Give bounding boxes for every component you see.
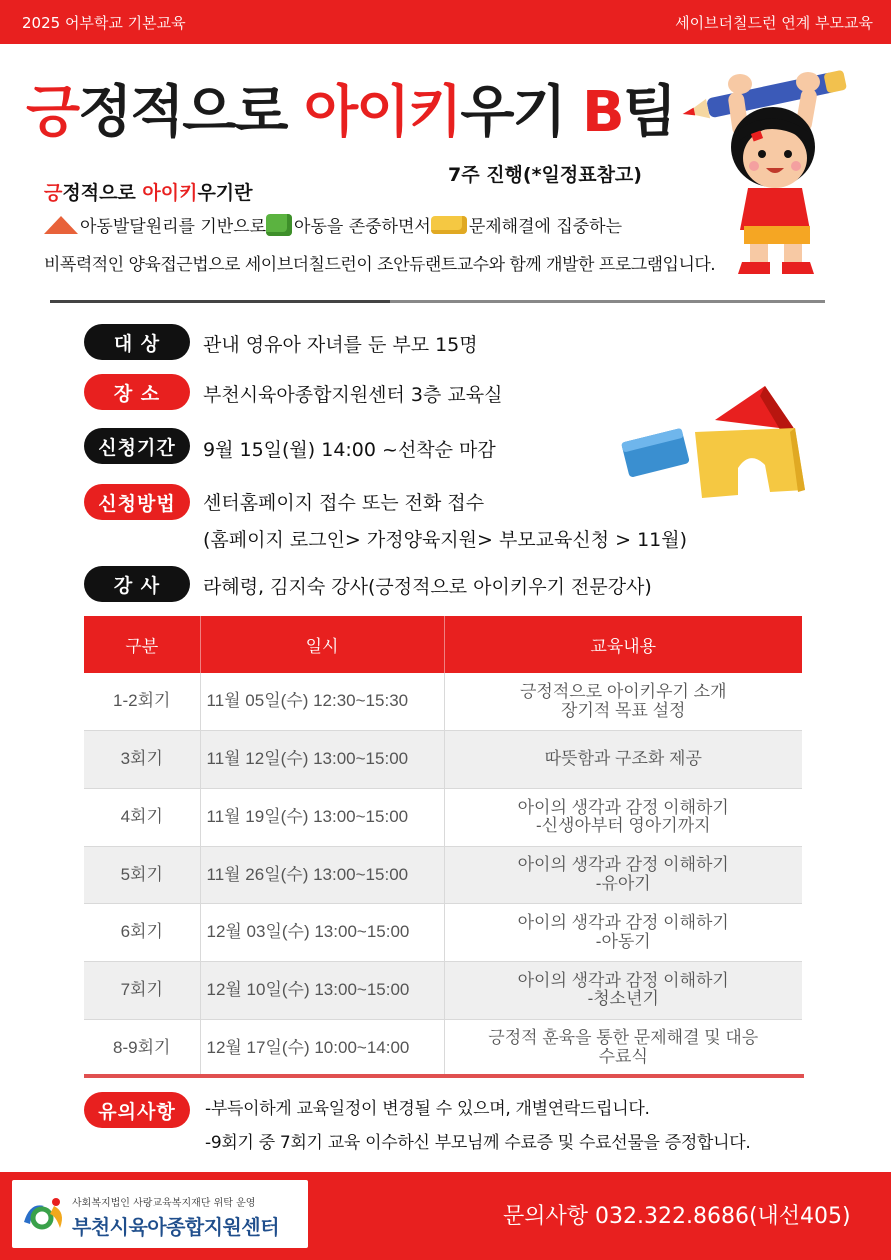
label-notes: 유의사항: [84, 1092, 190, 1128]
content-cell: [444, 788, 802, 846]
table-row: [84, 1019, 802, 1077]
session-cell: 6회기: [84, 904, 200, 962]
content-line: -아동기: [595, 931, 651, 951]
content-line: 긍정적으로 아이키우기 소개: [519, 681, 727, 701]
intro-line-1: [44, 212, 622, 237]
logo-operator-text: 사회복지법인 사랑교육복지재단 위탁 운영: [72, 1198, 256, 1209]
session-cell: 4회기: [84, 788, 200, 846]
intro-heading-part: 긍: [44, 182, 63, 204]
content-line: 아이의 생각과 감정 이해하기: [517, 912, 729, 932]
intro-heading-part: 아이키: [142, 182, 198, 204]
title-part: 긍: [26, 80, 79, 145]
content-line: 장기적 목표 설정: [561, 700, 686, 720]
title-part: 키: [408, 80, 461, 145]
content-line: 아이의 생각과 감정 이해하기: [517, 797, 729, 817]
content-cell: [444, 846, 802, 904]
intro-heading: [44, 178, 253, 205]
title-part: 우기: [460, 80, 583, 145]
content-line: 따뜻함과 구조화 제공: [544, 749, 702, 769]
session-cell: 7회기: [84, 961, 200, 1019]
title-part: 정적으로: [78, 80, 304, 145]
content-line: 긍정적 훈육을 통한 문제해결 및 대응: [488, 1028, 759, 1048]
value-instructor: 라혜령, 김지숙 강사(긍정적으로 아이키우기 전문강사): [203, 576, 652, 598]
rectangle-block-icon: [431, 216, 467, 234]
label-location: 장 소: [84, 374, 190, 410]
intro-text: 아동을 존중하면서: [294, 217, 431, 237]
note-line-2: -9회기 중 7회기 교육 이수하신 부모님께 수료증 및 수료선물을 증정합니다.: [205, 1133, 751, 1153]
table-row: [84, 673, 802, 731]
title-part: 아이: [304, 80, 409, 145]
date-cell: 11월 19일(수) 13:00~15:00: [200, 788, 444, 846]
page-title: [26, 68, 675, 148]
column-header: 구분: [84, 616, 200, 673]
intro-heading-part: 우기란: [197, 182, 253, 204]
session-cell: 8-9회기: [84, 1019, 200, 1077]
table-header-row: [84, 616, 802, 673]
value-application-method: 센터홈페이지 접수 또는 전화 접수: [203, 492, 485, 514]
header-right-text: 세이브더칠드런 연계 부모교육: [675, 13, 873, 32]
toy-blocks-illustration: [620, 380, 810, 500]
content-cell: [444, 1019, 802, 1077]
title-part: B: [582, 80, 623, 145]
title-part: 팀: [622, 80, 675, 145]
contact-info: 문의사항 032.322.8686(내선405): [503, 1204, 851, 1229]
column-header: 일시: [200, 616, 444, 673]
label-target: 대 상: [84, 324, 190, 360]
content-cell: [444, 731, 802, 789]
date-cell: 11월 26일(수) 13:00~15:00: [200, 846, 444, 904]
label-application-period: 신청기간: [84, 428, 190, 464]
date-cell: 12월 03일(수) 13:00~15:00: [200, 904, 444, 962]
content-cell: [444, 961, 802, 1019]
label-instructor: 강 사: [84, 566, 190, 602]
table-row: [84, 788, 802, 846]
table-row: [84, 731, 802, 789]
center-logo-mark-icon: [20, 1192, 68, 1236]
session-cell: 1-2회기: [84, 673, 200, 731]
content-line: -청소년기: [587, 989, 659, 1009]
content-line: 아이의 생각과 감정 이해하기: [517, 855, 729, 875]
triangle-block-icon: [44, 216, 78, 234]
value-application-period: 9월 15일(월) 14:00 ~선착순 마감: [203, 439, 496, 461]
column-header: 교육내용: [444, 616, 802, 673]
value-application-method-detail: (홈페이지 로그인> 가정양육지원> 부모교육신청 > 11월): [203, 529, 688, 551]
table-row: [84, 961, 802, 1019]
table-row: [84, 904, 802, 962]
value-target: 관내 영유아 자녀를 둔 부모 15명: [203, 334, 478, 356]
content-line: 수료식: [598, 1046, 648, 1066]
note-line-1: -부득이하게 교육일정이 변경될 수 있으며, 개별연락드립니다.: [205, 1099, 650, 1119]
content-cell: [444, 673, 802, 731]
logo-center-name: 부천시육아종합지원센터: [72, 1215, 280, 1239]
date-cell: 12월 10일(수) 13:00~15:00: [200, 961, 444, 1019]
date-cell: 12월 17일(수) 10:00~14:00: [200, 1019, 444, 1077]
intro-text: 아동발달원리를 기반으로: [80, 217, 267, 237]
header-bar: [0, 0, 891, 44]
date-cell: 11월 12일(수) 13:00~15:00: [200, 731, 444, 789]
schedule-table: [84, 616, 802, 1077]
header-left-text: 2025 어부학교 기본교육: [22, 13, 186, 32]
child-holding-crayon-illustration: [678, 62, 863, 277]
section-divider-accent: [50, 300, 390, 303]
center-logo: [12, 1180, 308, 1248]
date-cell: 11월 05일(수) 12:30~15:30: [200, 673, 444, 731]
content-cell: [444, 904, 802, 962]
session-cell: 3회기: [84, 731, 200, 789]
label-application-method: 신청방법: [84, 484, 190, 520]
table-row: [84, 846, 802, 904]
content-line: 아이의 생각과 감정 이해하기: [517, 970, 729, 990]
cube-block-icon: [266, 214, 292, 236]
session-cell: 5회기: [84, 846, 200, 904]
value-location: 부천시육아종합지원센터 3층 교육실: [203, 384, 503, 406]
program-duration: 7주 진행(*일정표참고): [448, 164, 642, 186]
intro-heading-part: 정적으로: [62, 182, 143, 204]
intro-line-2: 비폭력적인 양육접근법으로 세이브더칠드런이 조안듀랜트교수와 함께 개발한 프로그램입니다.: [44, 255, 716, 275]
content-line: -유아기: [595, 873, 651, 893]
content-line: -신생아부터 영아기까지: [535, 816, 711, 836]
table-bottom-border: [84, 1074, 804, 1078]
intro-text: 문제해결에 집중하는: [468, 217, 623, 237]
